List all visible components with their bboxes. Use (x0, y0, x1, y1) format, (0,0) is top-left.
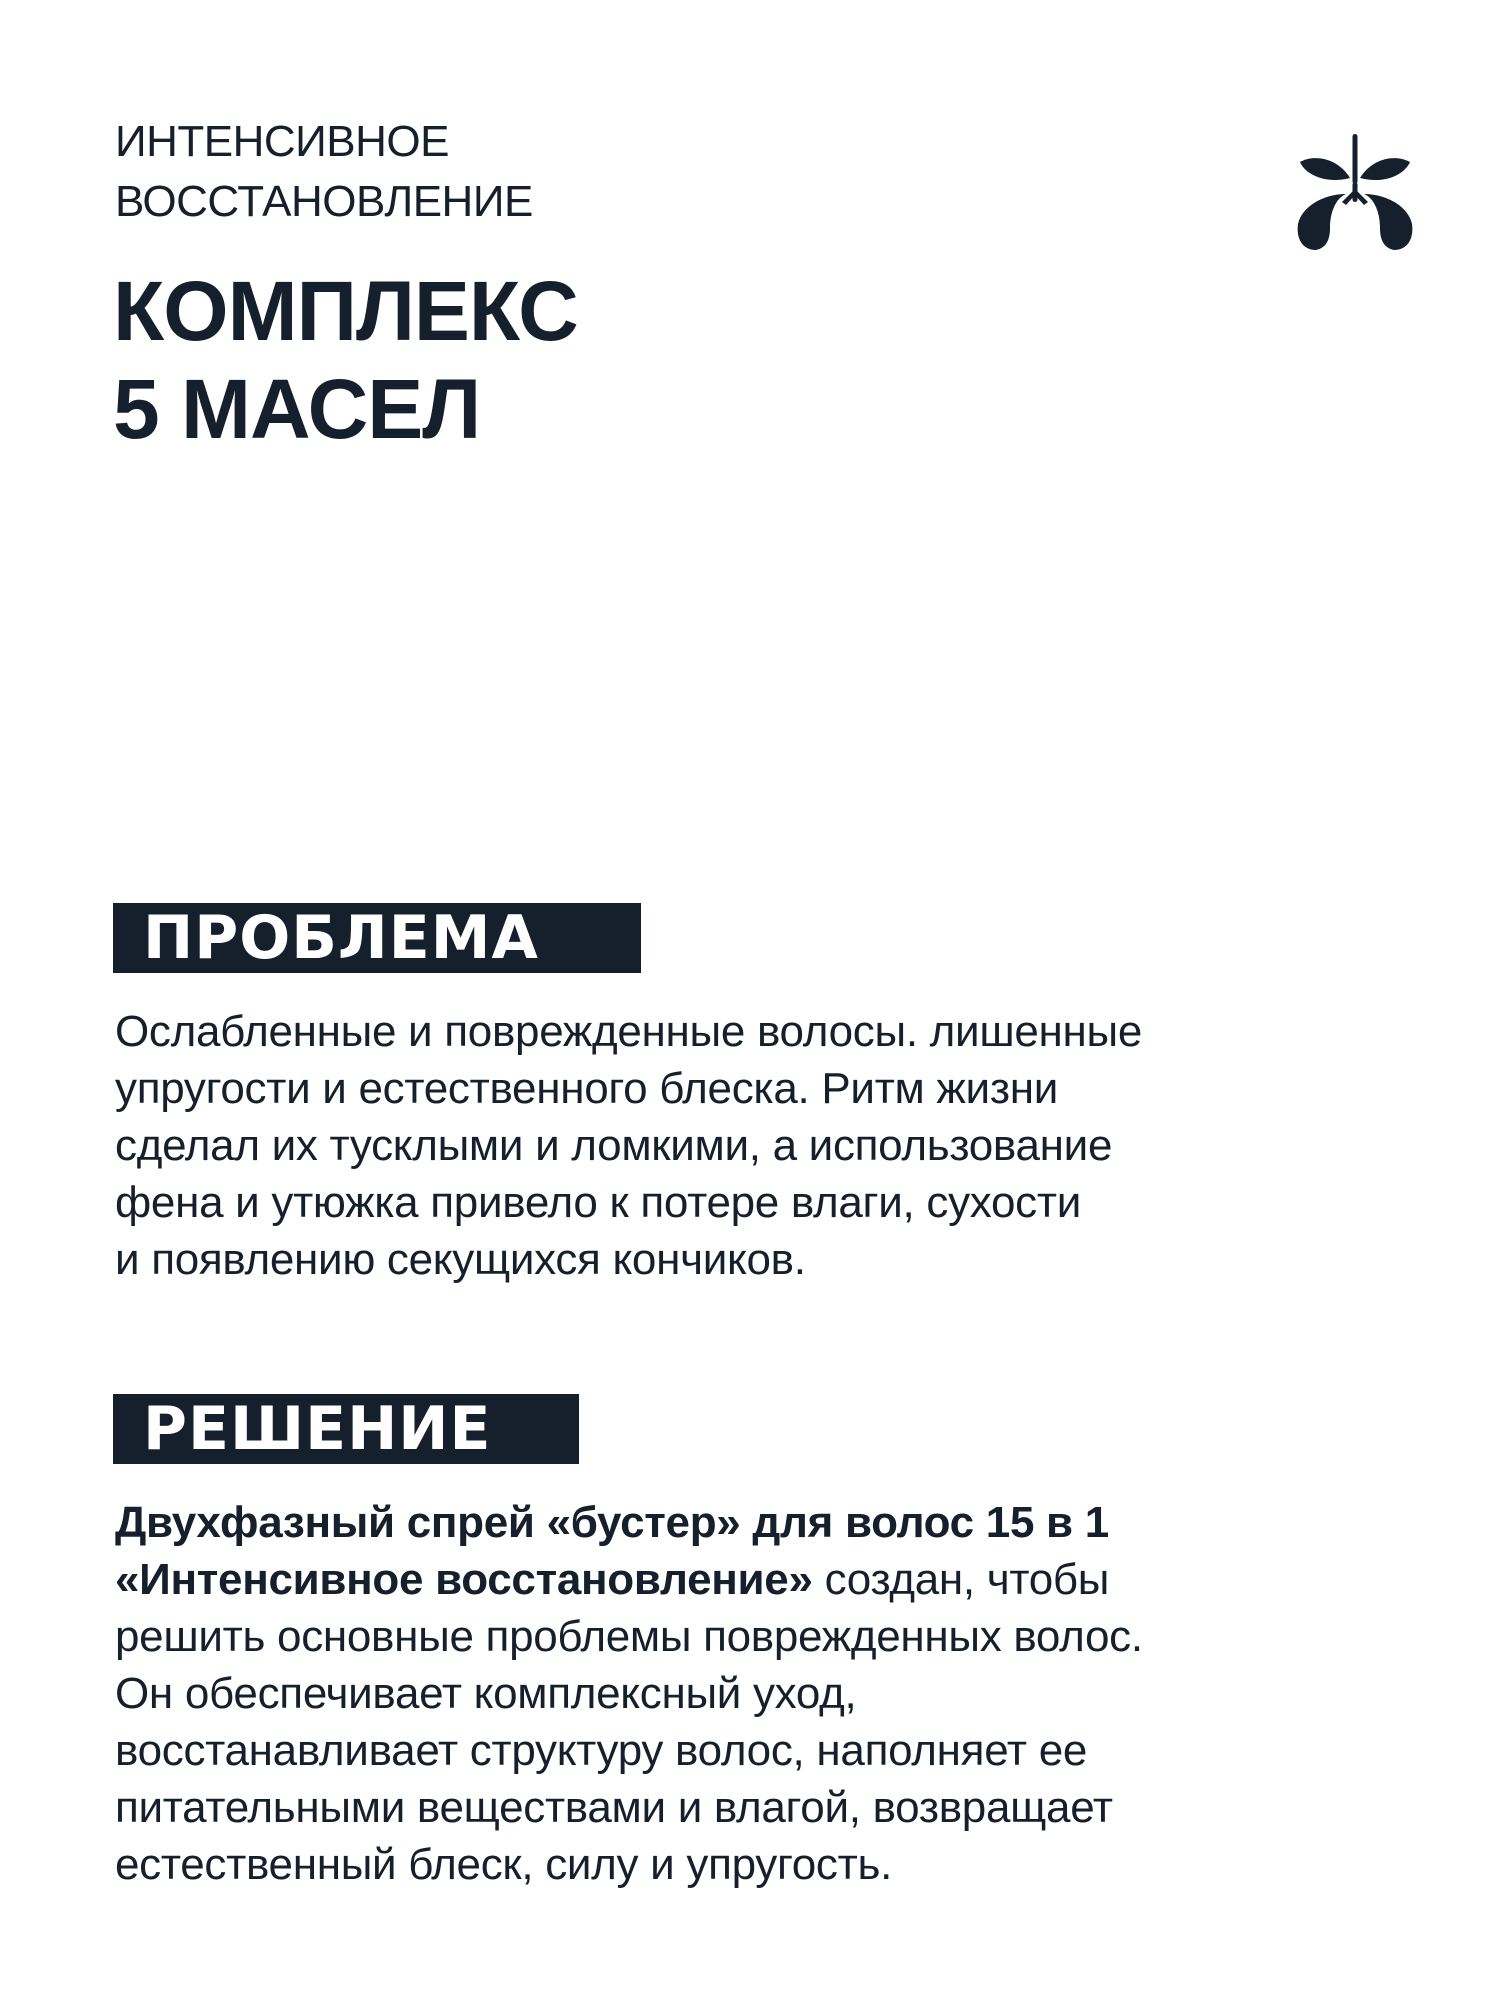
solution-line: решить основные проблемы поврежденных волос. (115, 1612, 1143, 1661)
title-line-2: 5 МАСЕЛ (113, 362, 481, 456)
solution-line (115, 1551, 1395, 1608)
solution-line: естественный блеск, силу и упругость. (115, 1840, 893, 1889)
solution-label: РЕШЕНИЕ (113, 1394, 579, 1464)
problem-text (115, 1003, 1395, 1288)
product-subtitle (115, 112, 533, 232)
solution-product-name: «Интенсивное восстановление» (115, 1555, 813, 1604)
problem-line: и появлению секущихся кончиков. (115, 1235, 806, 1284)
solution-line: восстанавливает структуру волос, наполняет ее (115, 1726, 1088, 1775)
leaf-branch-icon (1294, 132, 1416, 254)
solution-line: питательными веществами и влагой, возвращает (115, 1783, 1113, 1832)
solution-line: Он обеспечивает комплексный уход, (115, 1669, 857, 1718)
problem-label: ПРОБЛЕМА (113, 903, 641, 973)
solution-product-name-line: Двухфазный спрей «бустер» для волос 15 в 1 (115, 1498, 1109, 1547)
problem-line: Ослабленные и поврежденные волосы. лишенные (115, 1007, 1142, 1056)
problem-line: сделал их тусклыми и ломкими, а использование (115, 1121, 1113, 1170)
solution-text (115, 1494, 1395, 1893)
subtitle-line-1: ИНТЕНСИВНОЕ (115, 117, 449, 166)
subtitle-line-2: ВОССТАНОВЛЕНИЕ (115, 177, 533, 226)
problem-line: упругости и естественного блеска. Ритм жизни (115, 1064, 1058, 1113)
title-line-1: КОМПЛЕКС (113, 264, 578, 358)
problem-line: фена и утюжка привело к потере влаги, сухости (115, 1178, 1081, 1227)
product-title (113, 262, 578, 458)
solution-line-rest: создан, чтобы (812, 1555, 1110, 1604)
